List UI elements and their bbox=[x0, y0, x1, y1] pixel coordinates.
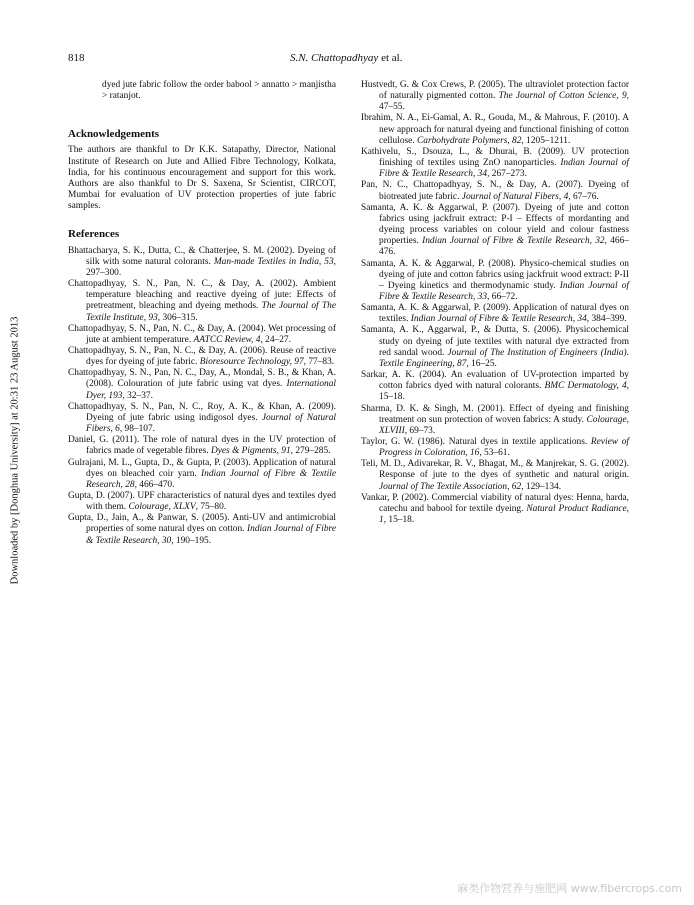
reference-entry bbox=[68, 246, 336, 279]
reference-text: Sharma, D. K. & Singh, M. (2001). Effect of dyeing and finishing treatment on sun protection of woven fabrics: A study. bbox=[361, 403, 629, 425]
running-head-suffix: et al. bbox=[378, 52, 403, 64]
reference-text: Kathivelu, S., Dsouza, L., & Dhurai, B. (2009). UV protection finishing of textiles using ZnO nanoparticles. bbox=[361, 146, 629, 169]
reference-source: The Journal of The Textile Institute, 93 bbox=[86, 301, 336, 323]
reference-text: Bhattacharya, S. K., Dutta, C., & Chatterjee, S. M. (2002). Dyeing of silk with some natural colorants. bbox=[68, 245, 336, 267]
reference-entry bbox=[361, 147, 629, 180]
reference-pages: , 16–25. bbox=[466, 358, 497, 369]
reference-entry bbox=[68, 458, 336, 491]
reference-text: Chattopadhyay, S. N., Pan, N. C., Roy, A. K., & Khan, A. (2009). Dyeing of jute fabric using indigosol dyes. bbox=[68, 401, 336, 423]
acknowledgements-text: The authors are thankful to Dr K.K. Satapathy, Director, National Institute of Research on Jute and Allied Fibre Technology, Kolkata, India, for his continuous encouragement and support for this work. Authors are also thankful to Dr S. Saxena, Sr Scientist, CIRCOT, Mumbai for evaluation of UV protection properties of jute fabric samples. bbox=[68, 145, 336, 212]
reference-pages: , 297–300. bbox=[86, 256, 336, 278]
reference-pages: , 384–399. bbox=[586, 314, 627, 325]
reference-pages: , 67–76. bbox=[568, 191, 599, 202]
reference-text: Vankar, P. (2002). Commercial viability of natural dyes: Henna, harda, catechu and babool for textile dyeing. bbox=[361, 492, 629, 514]
reference-source: International Dyer, 193 bbox=[86, 379, 336, 401]
reference-pages: , 98–107. bbox=[119, 424, 156, 435]
reference-source: Journal of Natural Fibers, 4 bbox=[461, 191, 569, 202]
reference-entry bbox=[68, 324, 336, 346]
reference-entry bbox=[361, 493, 629, 526]
reference-text: Chattopadhyay, S. N., Pan, N. C., Day, A., Mondal, S. B., & Khan, A. (2008). Colouration of jute fabric using vat dyes. bbox=[68, 368, 336, 390]
continuation-text: dyed jute fabric follow the order babool > annatto > manjistha > ratanjot. bbox=[102, 80, 336, 102]
reference-source: Indian Journal of Fibre & Textile Research, 33 bbox=[379, 280, 629, 302]
reference-entry bbox=[361, 404, 629, 437]
right-column bbox=[361, 80, 629, 526]
acknowledgements-heading: Acknowledgements bbox=[68, 128, 160, 141]
reference-entry bbox=[361, 303, 629, 325]
reference-pages: , 190–195. bbox=[171, 535, 212, 546]
reference-pages: , 53–61. bbox=[479, 448, 510, 459]
reference-pages: , 77–83. bbox=[303, 357, 335, 368]
reference-source: Natural Product Radiance, 1 bbox=[379, 503, 629, 526]
reference-source: Indian Journal of Fibre & Textile Research, 30 bbox=[86, 524, 336, 546]
reference-pages: , 15–18. bbox=[379, 381, 629, 403]
reference-source: The Journal of Cotton Science, 9 bbox=[498, 91, 627, 102]
reference-text: Taylor, G. W. (1986). Natural dyes in textile applications. bbox=[361, 437, 591, 447]
reference-text: Chattopadhyay, S. N., Pan, N. C., & Day, A. (2004). Wet processing of jute at ambient temperature. bbox=[68, 323, 336, 345]
reference-source: Journal of Natural Fibers, 6 bbox=[86, 412, 336, 435]
reference-source: Carbohydrate Polymers, 82 bbox=[417, 135, 522, 146]
reference-entry bbox=[68, 346, 336, 368]
reference-text: Sarkar, A. K. (2004). An evaluation of UV-protection imparted by cotton fabrics dyed with natural colorants. bbox=[361, 370, 629, 392]
reference-source: Indian Journal of Fibre & Textile Research, 34 bbox=[379, 158, 629, 180]
reference-text: Daniel, G. (2011). The role of natural dyes in the UV protection of fabrics made of vegetable fibres. bbox=[68, 435, 336, 457]
left-column bbox=[68, 80, 336, 547]
reference-entry bbox=[361, 180, 629, 202]
reference-entry bbox=[68, 513, 336, 546]
reference-pages: , 75–80. bbox=[195, 502, 227, 513]
reference-pages: , 306–315. bbox=[157, 312, 198, 323]
reference-pages: , 267–273. bbox=[487, 169, 527, 180]
running-head-author: S.N. Chattopadhyay bbox=[290, 52, 379, 64]
reference-text: Gupta, D. (2007). UPF characteristics of natural dyes and textiles dyed with them. bbox=[68, 491, 336, 513]
reference-pages: , 24–27. bbox=[260, 334, 291, 345]
reference-list-left bbox=[68, 246, 336, 547]
reference-entry bbox=[68, 402, 336, 435]
reference-pages: , 47–55. bbox=[379, 91, 629, 113]
reference-source: AATCC Review, 4 bbox=[193, 334, 261, 345]
reference-source: Indian Journal of Fibre & Textile Research, 28 bbox=[86, 468, 336, 490]
reference-pages: , 466–470. bbox=[134, 479, 175, 490]
references-heading: References bbox=[68, 228, 120, 241]
reference-pages: , 1205–1211. bbox=[521, 135, 571, 146]
reference-text: Hustvedt, G. & Cox Crews, P. (2005). The ultraviolet protection factor of naturally pigmented cotton. bbox=[361, 80, 629, 102]
reference-list-right bbox=[361, 80, 629, 526]
reference-text: Samanta, A. K. & Aggarwal, P. (2007). Dyeing of jute and cotton fabrics using jackfruit extract: P-I – Effects of mordanting and dyeing process variables on colour yield and colour fastness properties. bbox=[361, 202, 629, 247]
reference-pages: , 15–18. bbox=[383, 515, 415, 526]
reference-entry bbox=[68, 279, 336, 324]
reference-source: Journal of The Institution of Engineers (India). Textile Engineering, 87 bbox=[379, 347, 629, 369]
reference-entry bbox=[361, 203, 629, 259]
reference-text: Ibrahim, N. A., Ei-Gamal, A. R., Gouda, M., & Mahrous, F. (2010). A new approach for natural dyeing and functional finishing of cotton cellulose. bbox=[361, 113, 629, 146]
running-header bbox=[0, 52, 694, 68]
reference-text: Chattopadhyay, S. N., Pan, N. C., & Day, A. (2006). Reuse of reactive dyes for dyeing of jute fabric. bbox=[68, 345, 336, 368]
watermark: 麻类作物营养与施肥网 www.fibercrops.com bbox=[457, 882, 682, 895]
reference-text: Samanta, A. K. & Aggarwal, P. (2009). Application of natural dyes on textiles. bbox=[361, 303, 629, 325]
reference-source: Colourage, XLVIII bbox=[379, 414, 629, 436]
reference-source: Review of Progress in Coloration, 16 bbox=[379, 437, 629, 459]
reference-text: Gulrajani, M. L., Gupta, D., & Gupta, P. (2003). Application of natural dyes on bleached coir yarn. bbox=[68, 457, 336, 479]
reference-text: Samanta, A. K., Aggarwal, P., & Dutta, S. (2006). Physicochemical study on dyeing of jute textiles with natural dye extracted from red sandal wood. bbox=[361, 325, 629, 358]
download-note: Downloaded by [Donghua University] at 20:31 23 August 2013 bbox=[9, 316, 21, 585]
running-head bbox=[290, 52, 402, 64]
reference-source: Colourage, XLXV bbox=[128, 502, 196, 513]
reference-text: Gupta, D., Jain, A., & Panwar, S. (2005). Anti-UV and antimicrobial properties of some natural dyes on cotton. bbox=[68, 513, 336, 535]
reference-text: Samanta, A. K. & Aggarwal, P. (2008). Physico-chemical studies on dyeing of jute and cotton fabrics using jackfruit wood extract: P-II – Dyeing kinetics and thermodynamic study. bbox=[361, 258, 629, 291]
reference-pages: , 466–476. bbox=[379, 236, 629, 258]
reference-pages: , 129–134. bbox=[521, 481, 562, 492]
reference-source: Indian Journal of Fibre & Textile Research, 34 bbox=[410, 314, 587, 325]
reference-pages: , 69–73. bbox=[404, 425, 436, 436]
reference-source: Bioresource Technology, 97 bbox=[199, 357, 304, 368]
reference-text: Chattopadhyay, S. N., Pan, N. C., & Day, A. (2002). Ambient temperature bleaching and reactive dyeing of jute: Effects of pretreatment, bleaching and dyeing methods. bbox=[68, 279, 336, 312]
reference-entry bbox=[361, 259, 629, 304]
reference-entry bbox=[361, 437, 629, 459]
reference-entry bbox=[361, 370, 629, 403]
reference-entry bbox=[361, 80, 629, 113]
reference-source: Dyes & Pigments, 91 bbox=[210, 446, 291, 457]
reference-entry bbox=[68, 491, 336, 513]
reference-entry bbox=[361, 459, 629, 492]
page-number: 818 bbox=[68, 52, 85, 64]
reference-entry bbox=[361, 325, 629, 370]
reference-entry bbox=[361, 113, 629, 146]
reference-source: BMC Dermatology, 4 bbox=[544, 381, 627, 392]
reference-entry bbox=[68, 368, 336, 401]
reference-text: Pan, N. C., Chattopadhyay, S. N., & Day, A. (2007). Dyeing of biotreated jute fabric. bbox=[361, 180, 629, 202]
reference-pages: , 279–285. bbox=[290, 446, 331, 457]
reference-pages: , 32–37. bbox=[122, 390, 153, 401]
reference-pages: , 66–72. bbox=[487, 291, 518, 302]
reference-source: Man-made Textiles in India, 53 bbox=[213, 256, 334, 267]
reference-entry bbox=[68, 435, 336, 457]
reference-source: Journal of The Textile Association, 62 bbox=[379, 481, 522, 492]
reference-source: Indian Journal of Fibre & Textile Research, 32 bbox=[422, 236, 605, 247]
reference-text: Teli, M. D., Adivarekar, R. V., Bhagat, M., & Manjrekar, S. G. (2002). Response of jute to the dyes of synthetic and natural origin. bbox=[361, 459, 629, 481]
